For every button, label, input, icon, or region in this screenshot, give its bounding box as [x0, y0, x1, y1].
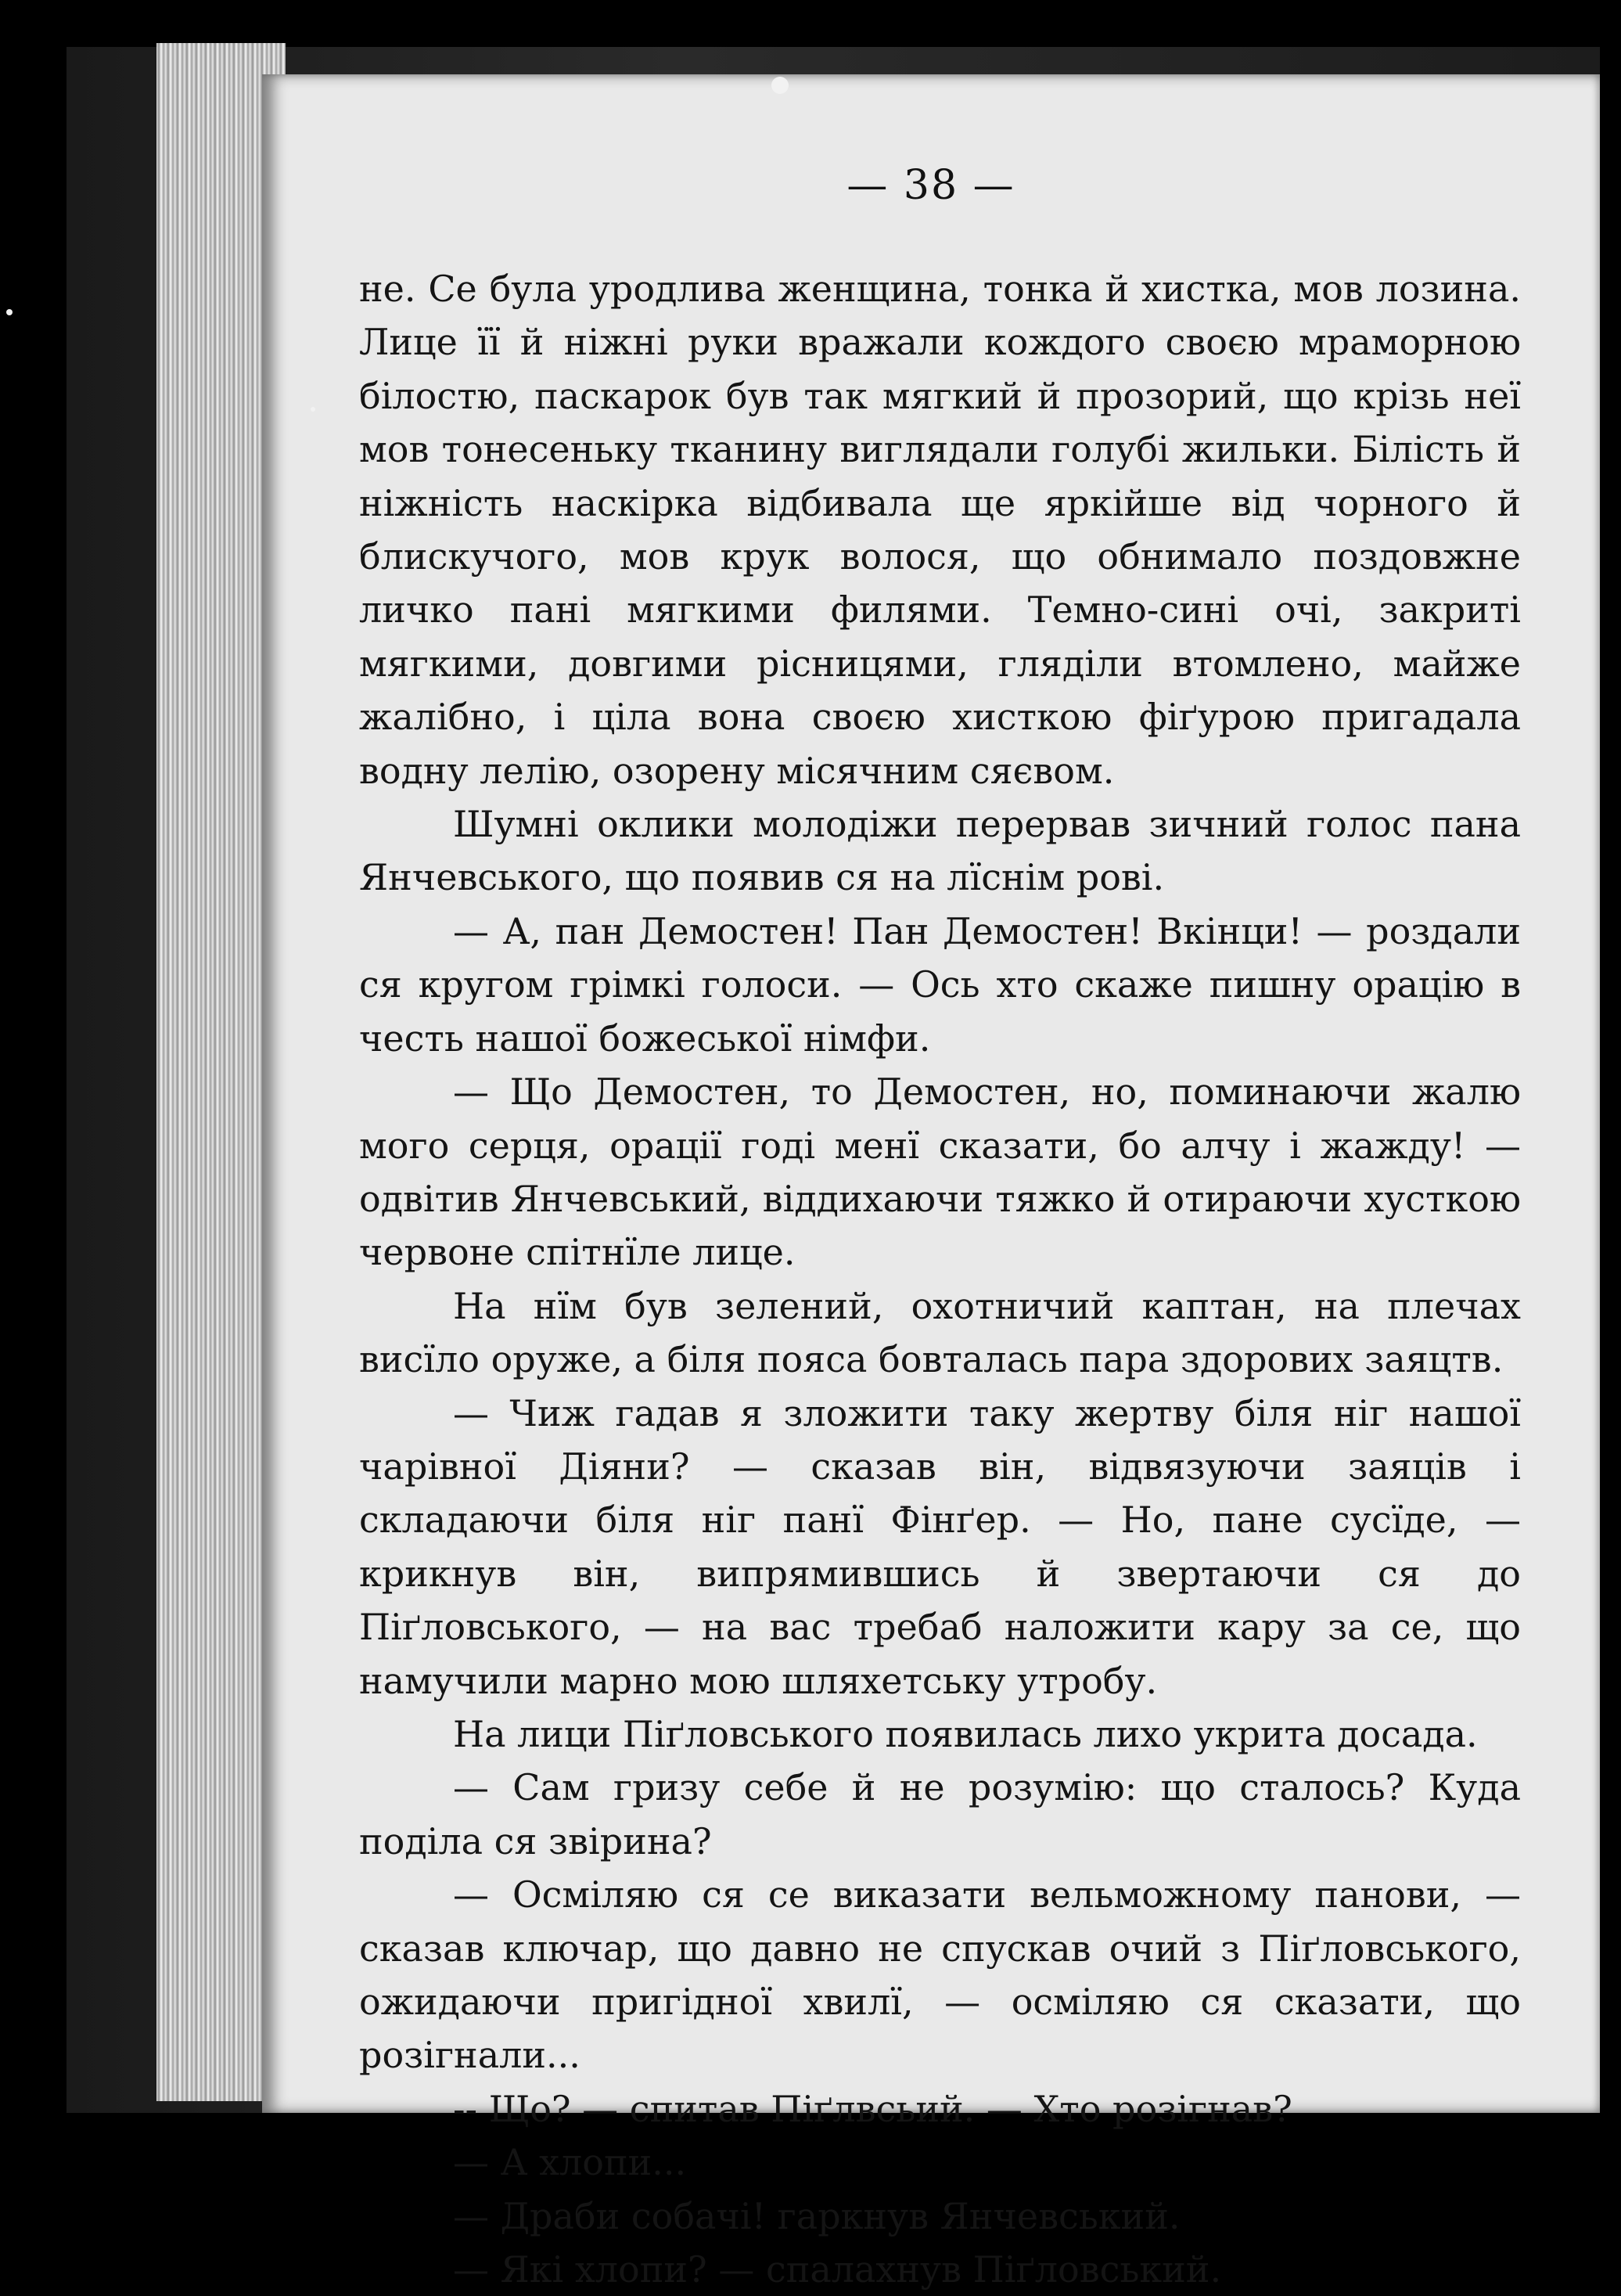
paragraph: — Осміляю ся се виказати вельможному панови, — сказав ключар, що давно не спускав очий з Піґловського, ожидаючи пригідної хвилї, — осміляю ся сказати, що розігнали...	[359, 1873, 1521, 2077]
paragraph: На лици Піґловського появилась лихо укрита досада.	[453, 1712, 1478, 1755]
page-number: — 38 —	[846, 162, 1015, 209]
paragraph: — Драби собачі! гаркнув Янчевський.	[453, 2194, 1181, 2237]
paragraph: не. Се була уродлива женщина, тонка й хистка, мов лозина. Лице її й ніжні руки вражали кождого своєю мраморною білостю, паскарок був так мягкий й прозорий, що крізь неї мов тонесеньку тканину виглядали голубі жильки. Білість й ніжність наскірка відбивала ще яркійше від чорного й блискучого, мов крук волося, що обнимало поздовжне личко пані мягкими филями. Темно-сині очі, закриті мягкими, довгими рісницями, гляділи втомлено, майже жалібно, і ціла вона своєю хисткою фіґурою пригадала водну лелію, озорену місячним сяєвом.	[359, 268, 1521, 792]
paragraph: — Що Демостен, то Демостен, но, поминаючи жалю мого серця, орації годі менї сказати, бо алчу і жажду! — одвітив Янчевський, віддихаючи тяжко й отираючи хусткою червоне спітнїле лице.	[359, 1071, 1521, 1274]
scan-speck	[771, 77, 789, 94]
paragraph: — А, пан Демостен! Пан Демостен! Вкінци! — роздали ся кругом грімкі голоси. — Ось хто скаже пишну орацію в честь нашої божеської німфи.	[359, 909, 1521, 1060]
paragraph: — А хлопи...	[453, 2141, 687, 2184]
paragraph: — Сам гризу себе й не розумію: що сталось? Куда поділа ся звірина?	[359, 1766, 1521, 1862]
scan-speck	[311, 407, 315, 412]
book-page	[262, 74, 1600, 2291]
page-text	[359, 262, 1521, 2296]
paragraph: На нїм був зелений, охотничий каптан, на плечах висїло оруже, а біля пояса бовталась пара здорових заяцтв.	[359, 1284, 1521, 1381]
paragraph: -- Що? — спитав Піґлвсьий. — Хто розігнав?	[453, 2087, 1292, 2130]
scan-speck	[6, 309, 13, 315]
paragraph: Шумні оклики молодіжи перервав зичний голос пана Янчевського, що появив ся на лїснім рові.	[359, 803, 1521, 899]
paragraph: — Чиж гадав я зложити таку жертву біля ніг нашої чарівної Діяни? — сказав він, відвязуючи заяців і складаючи біля ніг панї Фінґер. — Но, пане сусїде, — крикнув він, випрямившись й звертаючи ся до Піґловського, — на вас требаб наложити кару за се, що намучили марно мою шляхетську утробу.	[359, 1391, 1521, 1702]
paragraph: — Які хлопи? — спалахнув Піґловський.	[453, 2248, 1222, 2291]
